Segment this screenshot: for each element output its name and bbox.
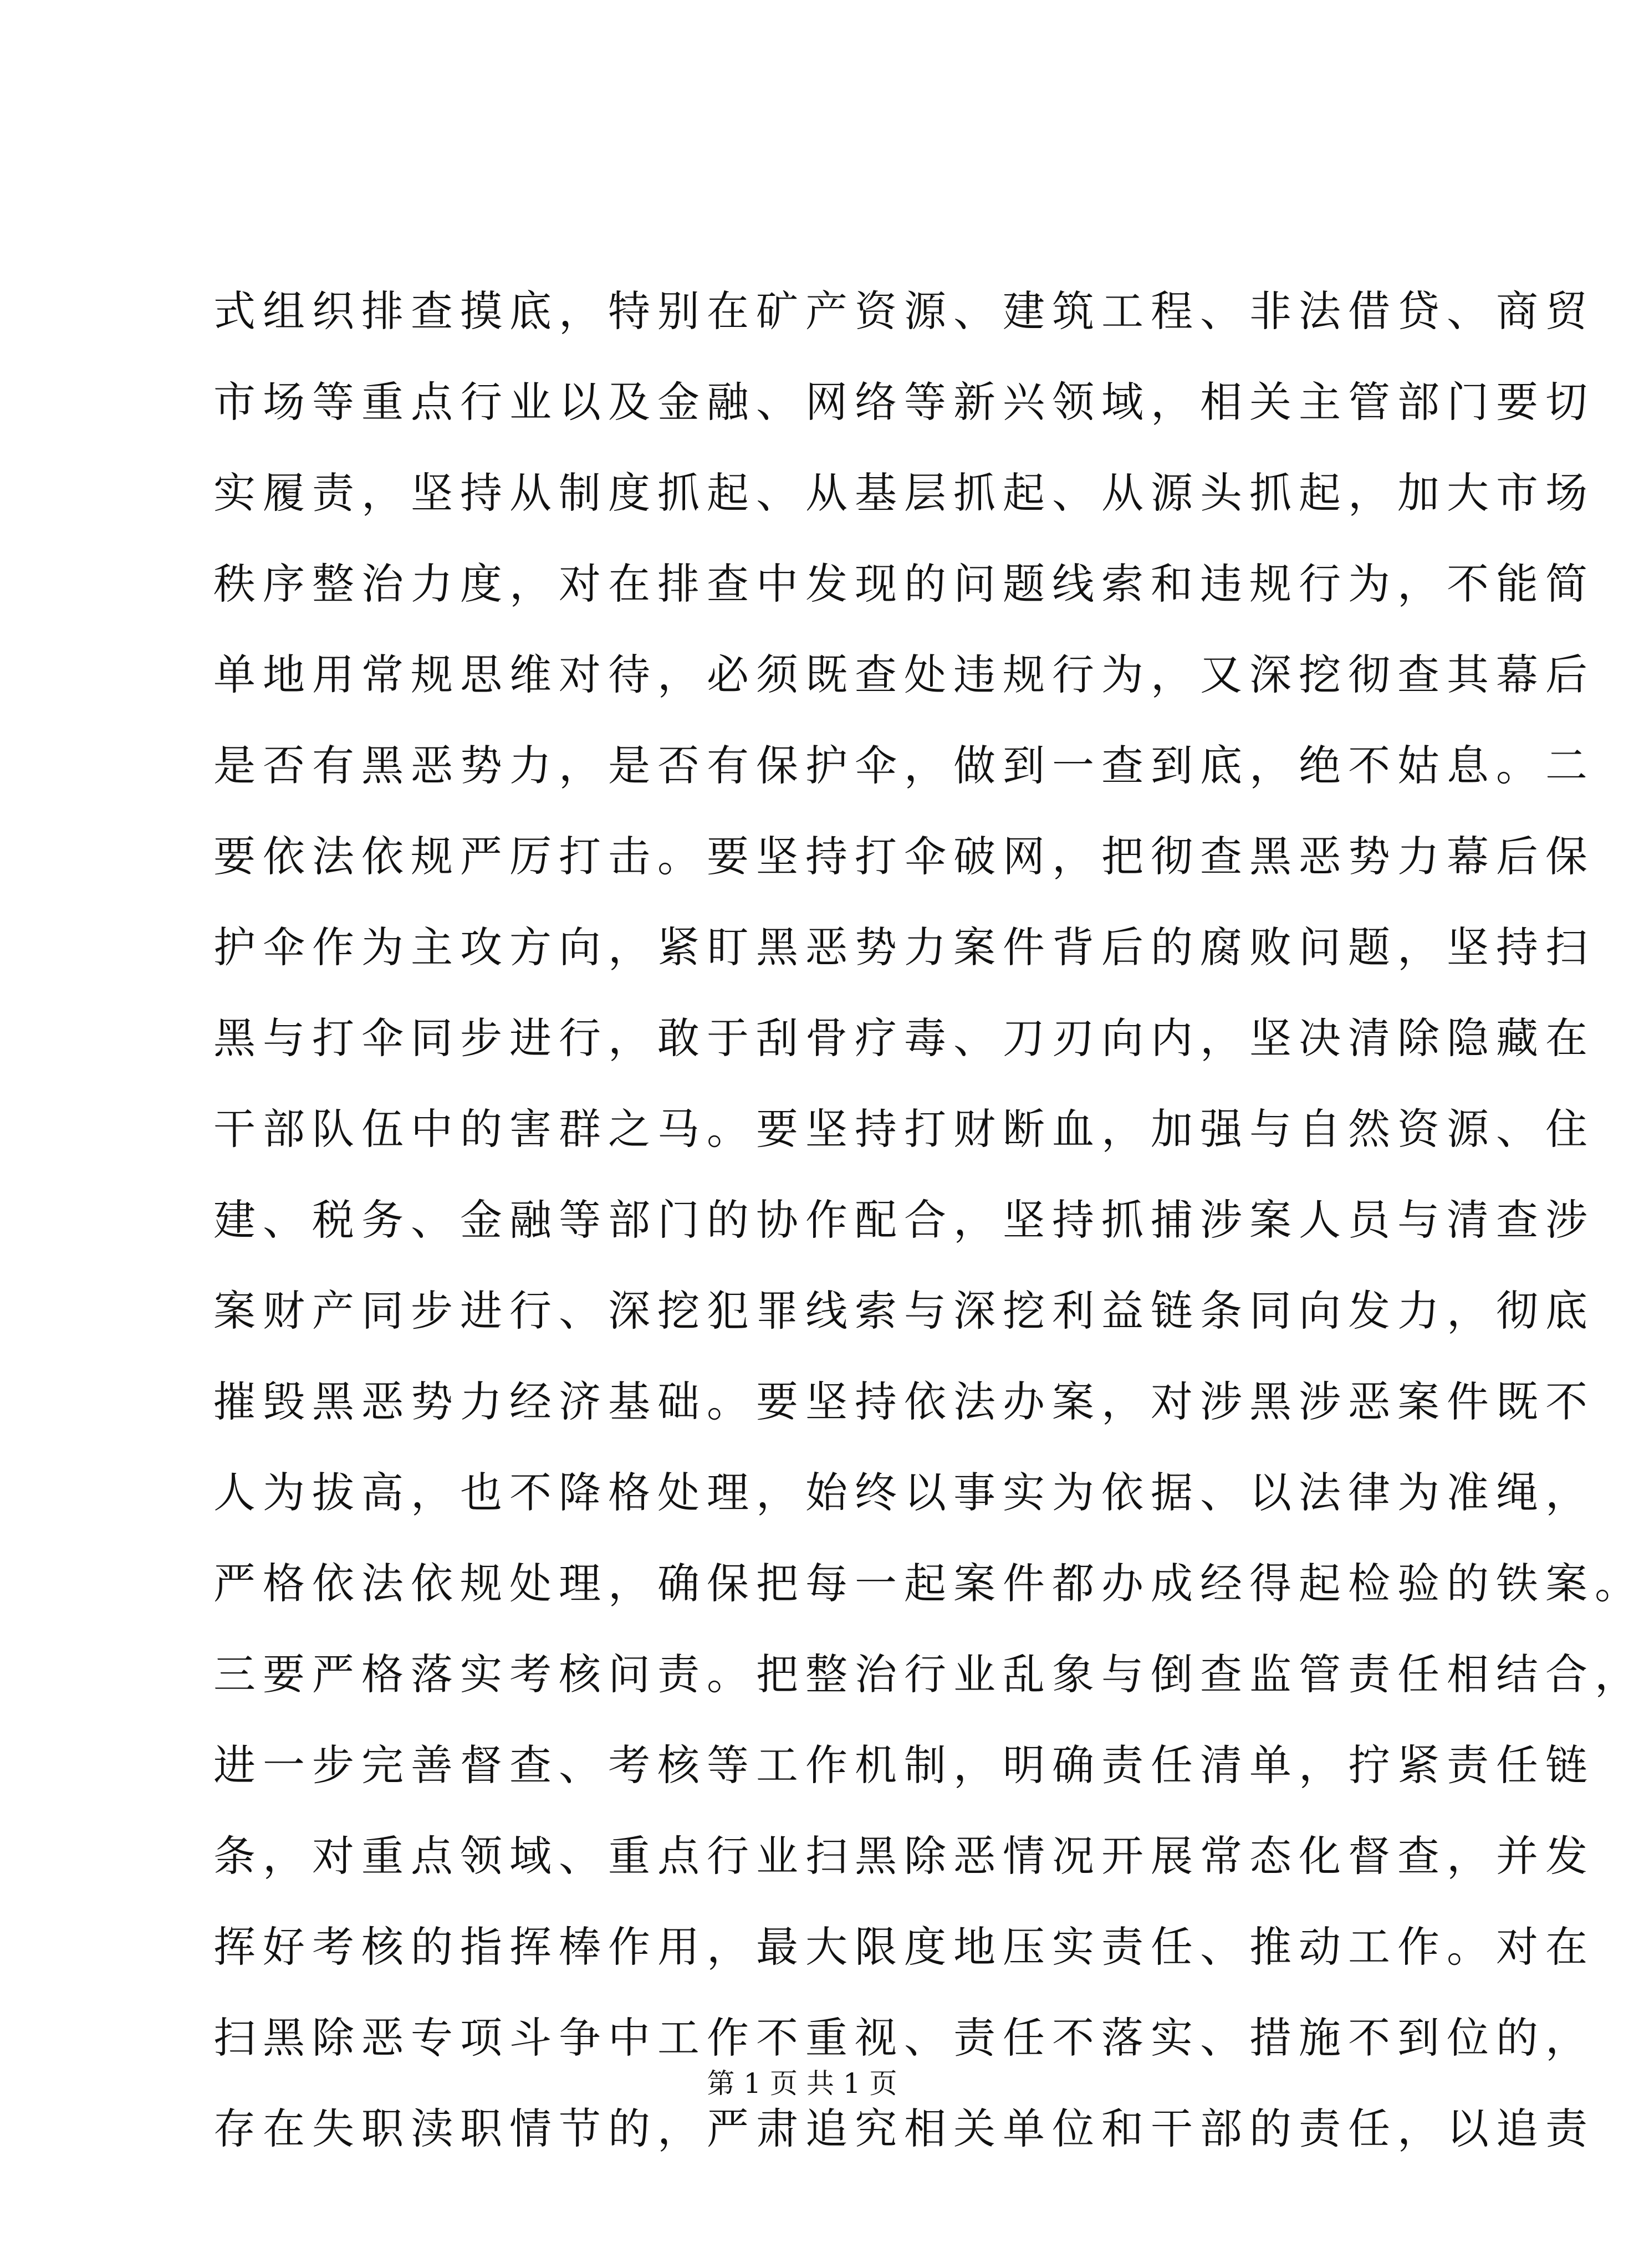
text-line: 扫黑除恶专项斗争中工作不重视、责任不落实、措施不到位的，: [213, 2013, 1595, 2062]
text-line: 单地用常规思维对待，必须既查处违规行为，又深挖彻查其幕后: [213, 650, 1595, 699]
text-line: 建、税务、金融等部门的协作配合，坚持抓捕涉案人员与清查涉: [213, 1195, 1595, 1245]
text-line: 进一步完善督查、考核等工作机制，明确责任清单，拧紧责任链: [213, 1740, 1595, 1790]
text-line: 护伞作为主攻方向，紧盯黑恶势力案件背后的腐败问题，坚持扫: [213, 923, 1595, 972]
text-line: 实履责，坚持从制度抓起、从基层抓起、从源头抓起，加大市场: [213, 468, 1595, 518]
text-line: 式组织排查摸底，特别在矿产资源、建筑工程、非法借贷、商贸: [213, 286, 1595, 336]
text-line: 挥好考核的指挥棒作用，最大限度地压实责任、推动工作。对在: [213, 1922, 1595, 1972]
text-line: 要依法依规严厉打击。要坚持打伞破网，把彻查黑恶势力幕后保: [213, 832, 1595, 881]
text-line: 条，对重点领域、重点行业扫黑除恶情况开展常态化督查，并发: [213, 1831, 1595, 1881]
body-text: [213, 266, 1644, 2174]
text-line: 严格依法依规处理，确保把每一起案件都办成经得起检验的铁案。: [213, 1559, 1644, 1608]
page-number-footer: 第 1 页 共 1 页: [707, 2067, 897, 2100]
text-line: 案财产同步进行、深挖犯罪线索与深挖利益链条同向发力，彻底: [213, 1286, 1595, 1335]
text-line: 黑与打伞同步进行，敢于刮骨疗毒、刀刃向内，坚决清除隐藏在: [213, 1013, 1595, 1063]
text-line: 市场等重点行业以及金融、网络等新兴领域，相关主管部门要切: [213, 377, 1595, 427]
text-line: 是否有黑恶势力，是否有保护伞，做到一查到底，绝不姑息。二: [213, 741, 1595, 790]
text-line: 摧毁黑恶势力经济基础。要坚持依法办案，对涉黑涉恶案件既不: [213, 1377, 1595, 1426]
text-line: 存在失职渎职情节的，严肃追究相关单位和干部的责任，以追责: [213, 2104, 1595, 2153]
text-line: 秩序整治力度，对在排查中发现的问题线索和违规行为，不能简: [213, 559, 1595, 608]
text-line: 人为拔高，也不降格处理，始终以事实为依据、以法律为准绳，: [213, 1468, 1595, 1517]
text-line: 三要严格落实考核问责。把整治行业乱象与倒查监管责任相结合，: [213, 1650, 1644, 1699]
text-line: 干部队伍中的害群之马。要坚持打财断血，加强与自然资源、住: [213, 1104, 1595, 1154]
